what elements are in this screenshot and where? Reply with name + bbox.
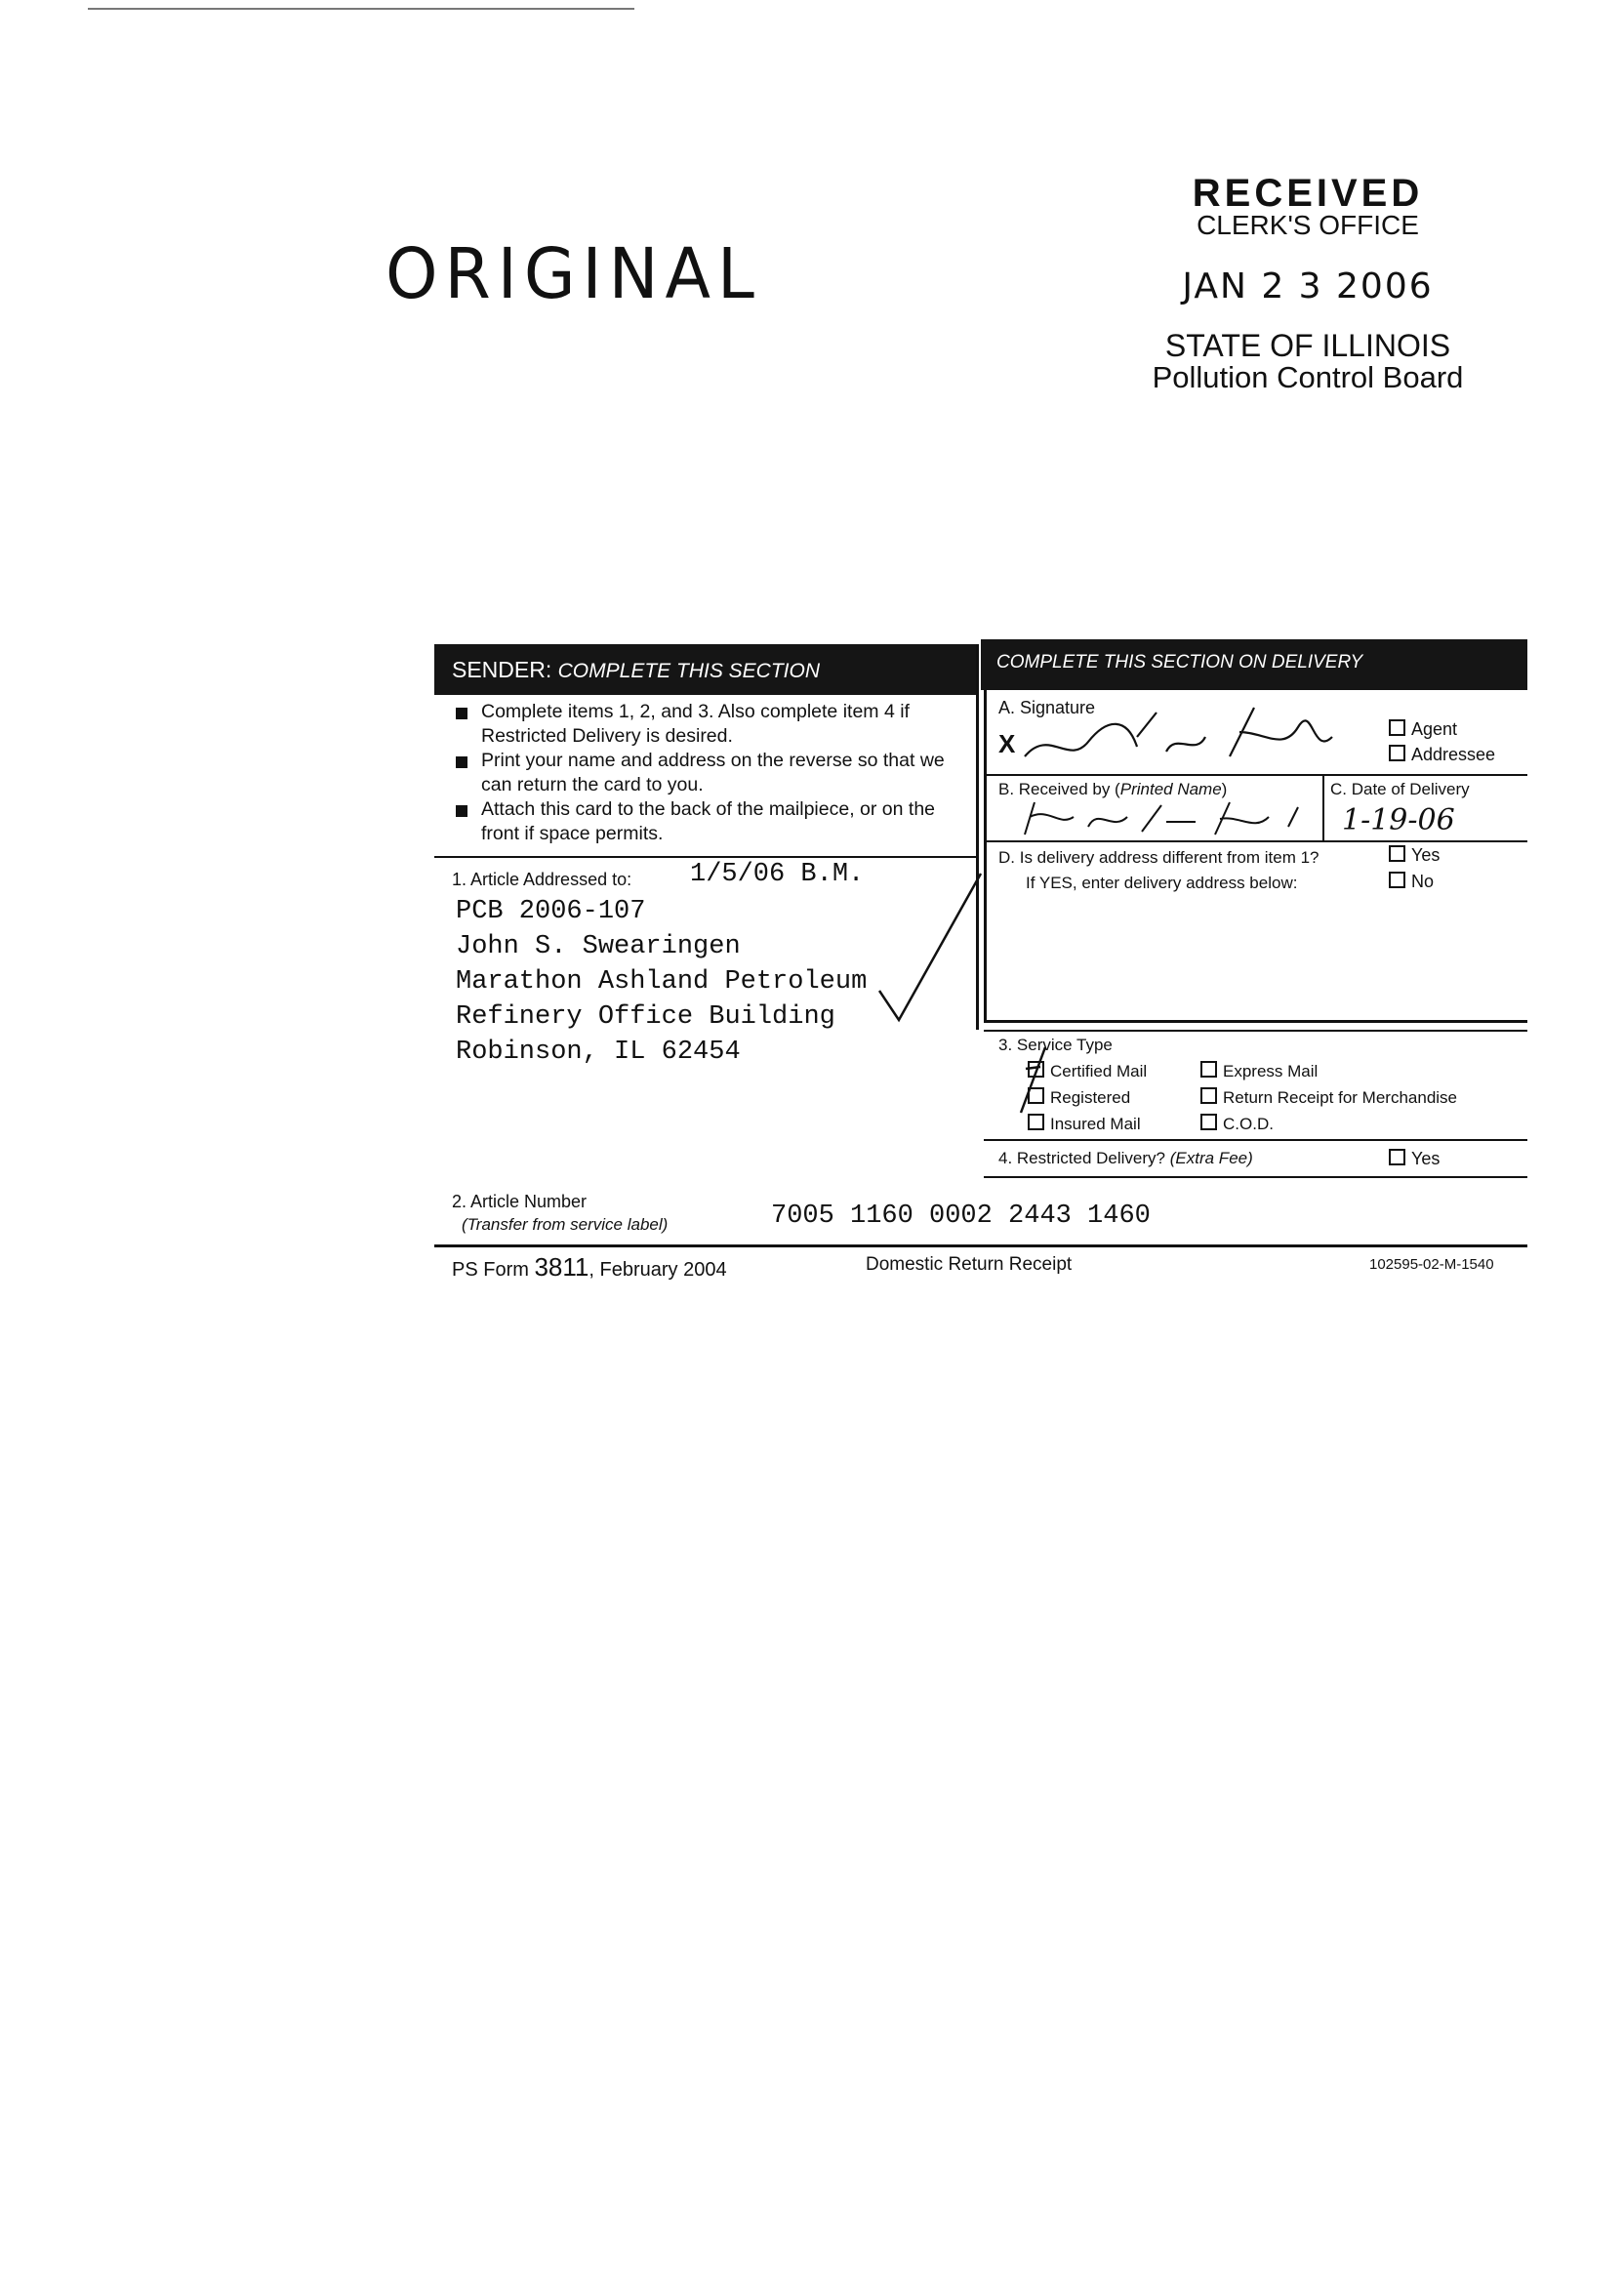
received-by-label-suffix: )	[1221, 780, 1228, 798]
addressee-option	[1389, 745, 1495, 765]
address-line: PCB 2006-107	[456, 897, 646, 926]
article-addressed-note: 1/5/06 B.M.	[690, 860, 865, 889]
restricted-yes-label: Yes	[1411, 1149, 1441, 1168]
cod-checkbox[interactable]	[1200, 1114, 1217, 1130]
sender-heading-main: SENDER:	[452, 657, 552, 682]
signature-label: A. Signature	[998, 698, 1096, 717]
date-of-delivery-value: 1-19-06	[1342, 803, 1455, 837]
received-by-label-prefix: B. Received by (	[998, 780, 1120, 798]
form-prefix: PS Form	[452, 1259, 535, 1281]
question-d: D. Is delivery address different from item 1?	[998, 848, 1320, 867]
received-title: RECEIVED	[1192, 172, 1424, 215]
instruction-item: Complete items 1, 2, and 3. Also complete item 4 if Restricted Delivery is desired.	[452, 700, 959, 749]
instruction-item: Attach this card to the back of the mailpiece, or on the front if space permits.	[452, 797, 959, 846]
clerk-office: CLERK'S OFFICE	[1197, 210, 1419, 240]
insured-label: Insured Mail	[1050, 1115, 1141, 1133]
article-number-label: 2. Article Number	[452, 1192, 588, 1211]
form-number: 3811	[534, 1252, 589, 1282]
yes-option	[1389, 845, 1440, 866]
service-type-bottom-rule	[984, 1139, 1527, 1141]
handwritten-printed-name	[1020, 797, 1313, 840]
date-box-divider	[1322, 774, 1324, 840]
addressee-checkbox[interactable]	[1389, 745, 1405, 761]
form-name	[452, 1252, 727, 1283]
article-addressed-label: 1. Article Addressed to:	[452, 870, 632, 889]
received-by-label	[998, 780, 1227, 799]
restricted-bottom-rule	[984, 1176, 1527, 1178]
agent-option	[1389, 719, 1457, 740]
express-label: Express Mail	[1223, 1062, 1319, 1080]
no-option	[1389, 872, 1434, 892]
handwritten-check-mark	[1016, 1039, 1055, 1118]
address-line: John S. Swearingen	[456, 932, 741, 961]
express-checkbox[interactable]	[1200, 1061, 1217, 1078]
article-number: 7005 1160 0002 2443 1460	[771, 1202, 1151, 1231]
address-line: Robinson, IL 62454	[456, 1038, 741, 1067]
state-name: STATE OF ILLINOIS	[1164, 328, 1451, 363]
restricted-label	[998, 1149, 1253, 1168]
return-receipt-form	[434, 639, 1527, 1284]
question-d-sub: If YES, enter delivery address below:	[1026, 874, 1298, 892]
signature-x: X	[998, 729, 1016, 758]
service-type-top-rule	[984, 1030, 1527, 1032]
return-receipt-label: Return Receipt for Merchandise	[1223, 1088, 1458, 1107]
received-by-rule	[984, 840, 1527, 842]
agent-label: Agent	[1411, 719, 1458, 739]
received-by-label-italic: Printed Name	[1119, 780, 1222, 798]
original-stamp: ORIGINAL	[386, 234, 761, 315]
address-line: Marathon Ashland Petroleum	[456, 967, 868, 997]
delivery-box-bottom	[984, 1020, 1527, 1023]
restricted-yes-checkbox[interactable]	[1389, 1149, 1405, 1165]
instruction-item: Print your name and address on the reverse so that we can return the card to you.	[452, 749, 959, 797]
cod-option	[1200, 1114, 1274, 1134]
certified-label: Certified Mail	[1050, 1062, 1148, 1080]
cod-label: C.O.D.	[1223, 1115, 1274, 1133]
addressee-label: Addressee	[1411, 745, 1496, 764]
express-option	[1200, 1061, 1318, 1081]
restricted-yes-option	[1389, 1149, 1440, 1169]
handwritten-checkmark	[864, 854, 991, 1030]
sender-heading	[434, 644, 976, 695]
yes-checkbox[interactable]	[1389, 845, 1405, 862]
handwritten-signature	[1020, 698, 1342, 776]
sender-heading-italic: COMPLETE THIS SECTION	[557, 660, 821, 682]
address-line: Refinery Office Building	[456, 1002, 835, 1032]
delivery-heading: COMPLETE THIS SECTION ON DELIVERY	[981, 639, 1527, 690]
article-number-rule	[434, 1244, 1527, 1247]
date-of-delivery-label: C. Date of Delivery	[1330, 780, 1470, 798]
receipt-type: Domestic Return Receipt	[866, 1254, 1073, 1275]
sender-instructions	[452, 700, 959, 846]
yes-label: Yes	[1411, 845, 1441, 865]
restricted-fee: (Extra Fee)	[1169, 1149, 1253, 1167]
registered-label: Registered	[1050, 1088, 1131, 1107]
return-receipt-checkbox[interactable]	[1200, 1087, 1217, 1104]
form-code: 102595-02-M-1540	[1369, 1256, 1494, 1273]
return-receipt-option	[1200, 1087, 1457, 1108]
no-checkbox[interactable]	[1389, 872, 1405, 888]
article-number-sub: (Transfer from service label)	[462, 1215, 669, 1234]
scan-edge-line	[88, 8, 634, 10]
board-name: Pollution Control Board	[1152, 360, 1464, 394]
no-label: No	[1411, 872, 1435, 891]
received-date: JAN 2 3 2006	[1182, 266, 1434, 306]
service-type-label: 3. Service Type	[998, 1036, 1113, 1054]
restricted-label-text: 4. Restricted Delivery?	[998, 1149, 1166, 1167]
received-stamp	[1142, 172, 1474, 395]
agent-checkbox[interactable]	[1389, 719, 1405, 736]
form-date: , February 2004	[589, 1259, 727, 1281]
